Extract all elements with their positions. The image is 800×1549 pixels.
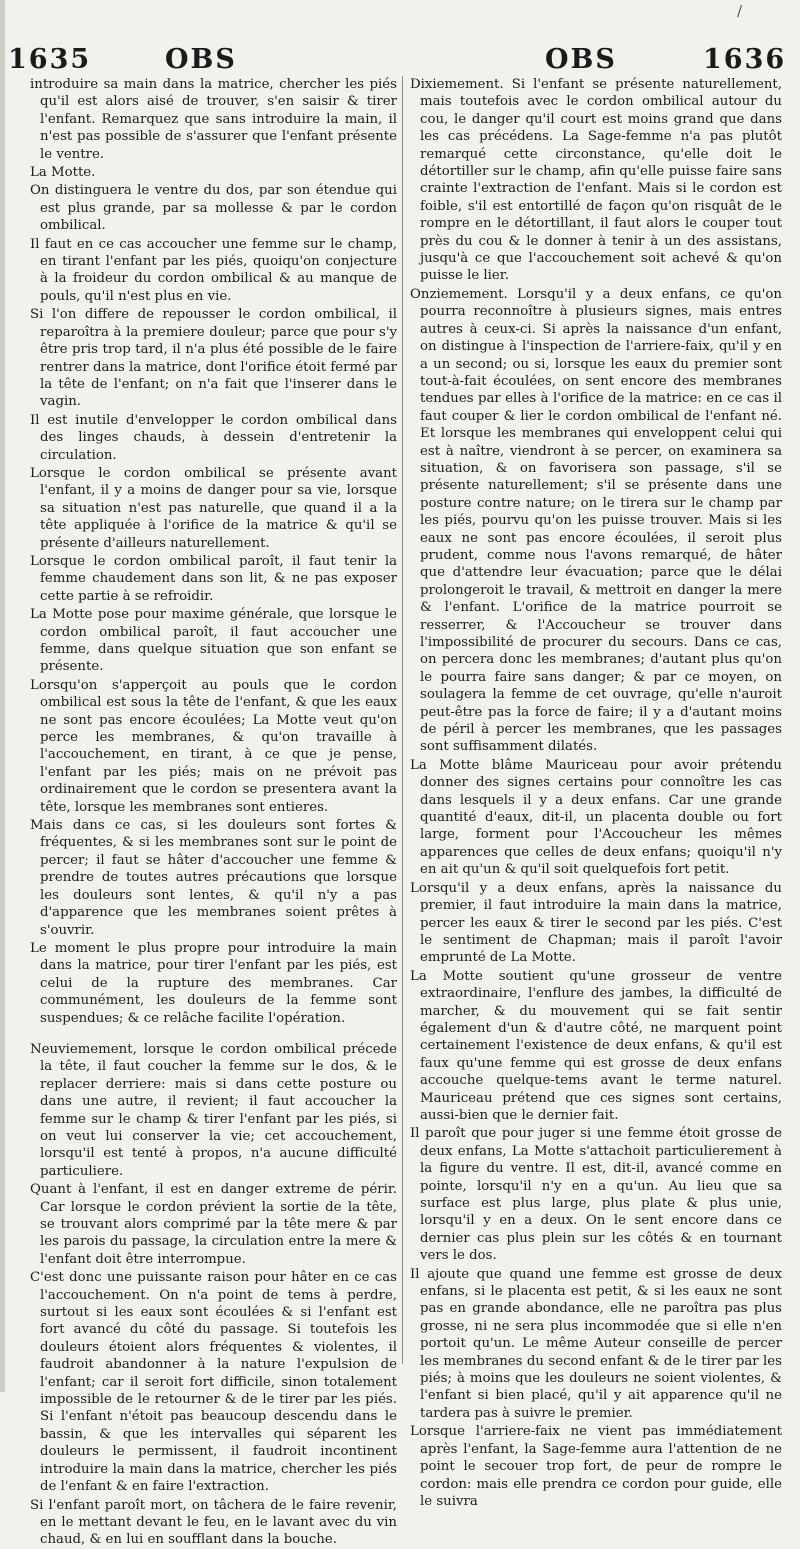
paragraph: Lorsqu'il y a deux enfans, après la naissance du premier, il faut introduire la main dans la matrice, percer les eaux & tirer le second par les piés. C'est le sentiment de Chapman; mais il paroît l'avoir emprunté de La Motte.: [410, 880, 782, 966]
running-header: [0, 44, 800, 78]
paragraph: La Motte blâme Mauriceau pour avoir prétendu donner des signes certains pour connoître les cas dans lesquels il y a deux enfans. Car une grande quantité d'eaux, dit-il, un placenta double ou fort large, forment pour l'Accoucheur les mêmes apparences que celles de deux enfans; quoiqu'il n'y en ait qu'un & qu'il soit quelquefois fort petit.: [410, 757, 782, 878]
paragraph: Il faut en ce cas accoucher une femme sur le champ, en tirant l'enfant par les piés, quoiqu'on conjecture à la froideur du cordon ombilical & au manque de pouls, qu'il n'est plus en vie.: [30, 236, 397, 304]
paragraph: Lorsque le cordon ombilical se présente avant l'enfant, il y a moins de danger pour sa vie, lorsque sa situation n'est pas naturelle, que quand il a la tête appliquée à l'orifice de la matrice & qu'il se présente d'ailleurs naturellement.: [30, 465, 397, 551]
paragraph: Lorsque le cordon ombilical paroît, il faut tenir la femme chaudement dans son lit, & ne pas exposer cette partie à se refroidir.: [30, 553, 397, 604]
running-title-left: OBS: [165, 44, 237, 75]
paragraph: La Motte.: [30, 165, 96, 181]
paragraph: C'est donc une puissante raison pour hâter en ce cas l'accouchement. On n'a point de tems à perdre, surtout si les eaux sont écoulées & si l'enfant est fort avancé du côté du passage. Si toutefois les douleurs étoient alors fréquentes & violentes, il faudroit abandonner à la nature l'expulsion de l'enfant; car il seroit fort difficile, sinon totalement impossible de le retourner & de le tirer par les piés. Si l'enfant n'étoit pas beaucoup descendu dans le bassin, & que les intervalles qui séparent les douleurs le permissent, il faudroit incontinent introduire la main dans la matrice, chercher les piés de l'enfant & en faire l'extraction.: [30, 1270, 397, 1495]
corner-mark: /: [736, 2, 742, 20]
paragraph: Neuviemement, lorsque le cordon ombilical précede la tête, il faut coucher la femme sur le dos, & le replacer derriere: mais si dans cette posture ou dans une autre, il revient; il faut accoucher la femme sur le champ & tirer l'enfant par les piés, si on veut lui conserver la vie; cet accouchement, lorsqu'il est tenté à propos, n'a aucune difficulté particuliere.: [30, 1041, 397, 1179]
paragraph: Lorsque l'arriere-faix ne vient pas immédiatement après l'enfant, la Sage-femme aura l'attention de ne point le secouer trop fort, de peur de rompre le cordon: mais elle prendra ce cordon pour guide, elle le suivra: [410, 1424, 782, 1509]
paragraph: On distinguera le ventre du dos, par son étendue qui est plus grande, par sa mollesse & par le cordon ombilical.: [30, 183, 397, 234]
right-column: [410, 76, 782, 1509]
left-column: [30, 76, 397, 1548]
paragraph: Onziemement. Lorsqu'il y a deux enfans, ce qu'on pourra reconnoître à plusieurs signes, mais entres autres à ceux-ci. Si après la naissance d'un enfant, on distingue à l'inspection de l'arriere-faix, qu'il y en a un second; ou si, lorsque les eaux du premier sont tout-à-fait écoulées, on sent encore des membranes tendues par elles à l'orifice de la matrice: en ce cas il faut couper & lier le cordon ombilical de l'enfant né. Et lorsque les membranes qui enveloppent celui qui est à naître, viendront à se percer, on examinera sa situation, & on favorisera son passage, s'il se présente naturellement; s'il se présente dans une posture contre nature; on le tirera sur le champ par les piés, pourvu qu'on les puisse trouver. Mais si les eaux ne sont pas encore écoulées, il seroit plus prudent, comme nous l'avons remarqué, de hâter que d'attendre leur évacuation; parce que le délai prolongeroit le travail, & mettroit en danger la mere & l'enfant. L'orifice de la matrice pourroit se resserrer, & l'Accoucheur se trouver dans l'impossibilité de procurer du secours. Dans ce cas, on percera donc les membranes; d'autant plus qu'on le pourra faire sans danger; & par ce moyen, on soulagera la femme de cet ouvrage, qu'elle n'auroit peut-être pas la force de faire; il y a d'autant moins de péril à percer les membranes, que les passages sont suffisamment dilatés.: [410, 286, 782, 755]
paragraph: introduire sa main dans la matrice, chercher les piés qu'il est alors aisé de trouver, s'en saisir & tirer l'enfant. Remarquez que sans introduire la main, il n'est pas possible de s'assurer que l'enfant présente le ventre.: [30, 77, 397, 162]
paragraph: Si l'enfant paroît mort, on tâchera de le faire revenir, en le mettant devant le feu, en le lavant avec du vin chaud, & en lui en soufflant dans la bouche.: [30, 1497, 397, 1548]
paragraph: Quant à l'enfant, il est en danger extreme de périr. Car lorsque le cordon prévient la sortie de la tête, se trouvant alors comprimé par la tête mere & par les parois du passage, la circulation entre la mere & l'enfant doit être interrompue.: [30, 1182, 397, 1267]
column-divider: [402, 76, 403, 1364]
paragraph: La Motte pose pour maxime générale, que lorsque le cordon ombilical paroît, il faut accoucher une femme, dans quelque situation que son enfant se présente.: [30, 607, 397, 675]
paragraph: Il paroît que pour juger si une femme étoit grosse de deux enfans, La Motte s'attachoit particulierement à la figure du ventre. Il est, dit-il, avancé comme en pointe, lorsqu'il n'y en a qu'un. Au lieu que sa surface est plus large, plus plate & plus unie, lorsqu'il y en a deux. On le sent encore dans ce dernier cas plus plein sur les côtés & en tournant vers le dos.: [410, 1126, 782, 1264]
paragraph: Dixiemement. Si l'enfant se présente naturellement, mais toutefois avec le cordon ombilical autour du cou, le danger qu'il court est moins grand que dans les cas précédens. La Sage-femme n'a pas plutôt remarqué cette circonstance, qu'elle doit le détortiller sur le champ, afin qu'elle puisse faire sans crainte l'extraction de l'enfant. Mais si le cordon est foible, s'il est entortillé de façon qu'on risquât de le rompre en le détortillant, il faut alors le couper tout près du cou & le donner à tenir à un des assistans, jusqu'à ce que l'accouchement soit achevé & qu'on puisse le lier.: [410, 77, 782, 284]
page-edge-shadow: [0, 0, 5, 1392]
page-number-right: 1636: [703, 44, 787, 75]
paragraph: Le moment le plus propre pour introduire la main dans la matrice, pour tirer l'enfant par les piés, est celui de la rupture des membranes. Car communément, les douleurs de la femme sont suspendues; & ce relâche facilite l'opération.: [30, 940, 397, 1026]
paragraph: Il ajoute que quand une femme est grosse de deux enfans, si le placenta est petit, & si les eaux ne sont pas en grande abondance, elle ne paroîtra pas plus grosse, ni ne sera plus incommodée que si elle n'en portoit qu'un. Le même Auteur conseille de percer les membranes du second enfant & de le tirer par les piés; à moins que les douleurs ne soient violentes, & l'enfant si bien placé, qu'il y ait apparence qu'il ne tardera pas à suivre le premier.: [410, 1266, 782, 1421]
page-number-left: 1635: [8, 44, 92, 75]
paragraph: Lorsqu'on s'apperçoit au pouls que le cordon ombilical est sous la tête de l'enfant, & que les eaux ne sont pas encore écoulées; La Motte veut qu'on perce les membranes, & qu'on travaille à l'accouchement, en tirant, à ce que je pense, l'enfant par les piés; mais on ne prévoit pas ordinairement que le cordon se presentera avant la tête, lorsque les membranes sont entieres.: [30, 677, 397, 815]
running-title-right: OBS: [545, 44, 617, 75]
paragraph: Mais dans ce cas, si les douleurs sont fortes & fréquentes, & si les membranes sont sur le point de percer; il faut se hâter d'accoucher une femme & prendre de toutes autres précautions que lorsque les douleurs sont lentes, & qu'il n'y a pas d'apparence que les membranes soient prêtes à s'ouvrir.: [30, 818, 397, 938]
paragraph: Si l'on differe de repousser le cordon ombilical, il reparoîtra à la premiere douleur; parce que pour s'y être pris trop tard, il n'a plus été possible de le faire rentrer dans la matrice, dont l'orifice étoit fermé par la tête de l'enfant; on n'a fait que l'inserer dans le vagin.: [30, 307, 397, 410]
paragraph: La Motte soutient qu'une grosseur de ventre extraordinaire, l'enflure des jambes, la difficulté de marcher, & du mouvement qui se fait sentir également d'un & d'autre côté, ne marquent point certainement l'existence de deux enfans, & qu'il est faux qu'une femme qui est grosse de deux enfans accouche quelque-tems avant le terme naturel. Mauriceau prétend que ces signes sont certains, aussi-bien que le dernier fait.: [410, 968, 782, 1123]
paragraph: Il est inutile d'envelopper le cordon ombilical dans des linges chauds, à dessein d'entretenir la circulation.: [30, 412, 397, 463]
